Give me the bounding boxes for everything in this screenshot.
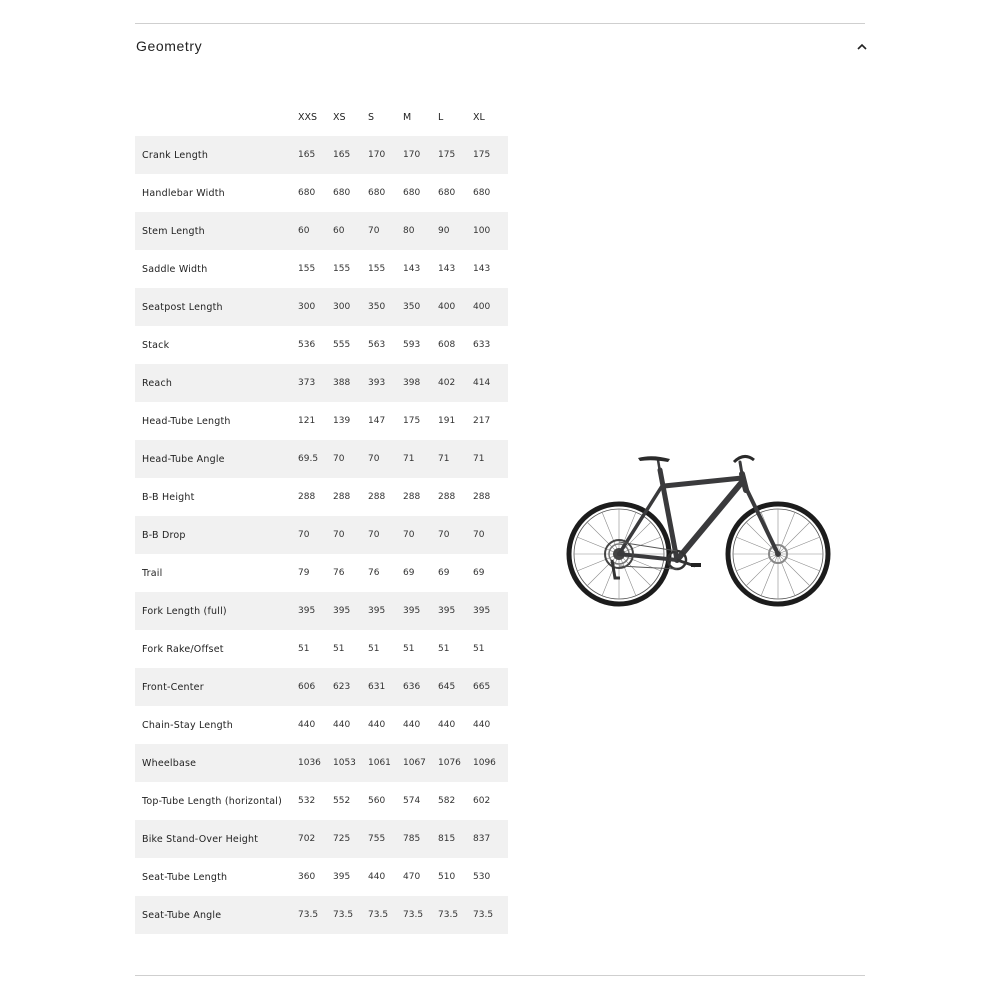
table-row <box>135 554 508 592</box>
cell-value: 71 <box>473 440 508 478</box>
cell-value: 288 <box>333 492 351 502</box>
cell-value: 680 <box>473 188 491 198</box>
cell-value: 170 <box>403 136 438 174</box>
table-row <box>135 858 508 896</box>
cell-value: 680 <box>333 188 351 198</box>
size-header-xs: XS <box>333 112 346 123</box>
row-label: Seat-Tube Length <box>142 871 228 883</box>
cell-value: 645 <box>438 668 473 706</box>
row-label: Front-Center <box>135 668 298 706</box>
cell-value: 680 <box>403 188 421 198</box>
cell-value: 71 <box>403 440 438 478</box>
cell-value: 70 <box>298 516 333 554</box>
cell-value: 143 <box>473 264 491 274</box>
table-row <box>135 174 508 212</box>
cell-value: 440 <box>368 720 386 730</box>
cell-value: 555 <box>333 340 351 350</box>
table-row <box>135 440 508 478</box>
cell-value: 175 <box>438 136 473 174</box>
cell-value: 395 <box>333 592 368 630</box>
cell-value: 400 <box>438 288 473 326</box>
cell-value: 393 <box>368 364 403 402</box>
cell-value: 395 <box>333 872 351 882</box>
cell-value: 70 <box>368 516 403 554</box>
cell-value: 395 <box>298 592 333 630</box>
cell-value: 440 <box>403 720 421 730</box>
cell-value: 785 <box>403 820 438 858</box>
cell-value: 530 <box>473 872 491 882</box>
cell-value: 300 <box>298 288 333 326</box>
table-row <box>135 326 508 364</box>
cell-value: 815 <box>438 820 473 858</box>
cell-value: 414 <box>473 364 508 402</box>
cell-value: 1053 <box>333 744 368 782</box>
cell-value: 70 <box>473 516 508 554</box>
row-label: B-B Drop <box>135 516 298 554</box>
cell-value: 51 <box>403 644 415 654</box>
row-label: Seat-Tube Angle <box>135 896 298 934</box>
cell-value: 563 <box>368 340 386 350</box>
cell-value: 51 <box>438 644 450 654</box>
table-row <box>135 516 508 554</box>
cell-value: 73.5 <box>298 896 333 934</box>
cell-value: 440 <box>298 720 316 730</box>
cell-value: 510 <box>438 872 456 882</box>
row-label: Reach <box>135 364 298 402</box>
cell-value: 73.5 <box>473 896 508 934</box>
cell-value: 837 <box>473 820 508 858</box>
table-row <box>135 250 508 288</box>
cell-value: 680 <box>298 188 316 198</box>
row-label: Stem Length <box>135 212 298 250</box>
table-row <box>135 592 508 630</box>
cell-value: 373 <box>298 364 333 402</box>
cell-value: 70 <box>403 516 438 554</box>
cell-value: 90 <box>438 212 473 250</box>
cell-value: 593 <box>403 340 421 350</box>
cell-value: 560 <box>368 796 386 806</box>
cell-value: 288 <box>403 492 421 502</box>
row-label: Fork Length (full) <box>135 592 298 630</box>
table-row <box>135 782 508 820</box>
cell-value: 70 <box>368 440 403 478</box>
table-row <box>135 136 508 174</box>
cell-value: 470 <box>403 872 421 882</box>
cell-value: 100 <box>473 212 508 250</box>
size-header-xl: XL <box>473 112 485 123</box>
cell-value: 288 <box>438 492 456 502</box>
cell-value: 155 <box>298 264 316 274</box>
cell-value: 395 <box>403 592 438 630</box>
cell-value: 395 <box>438 592 473 630</box>
cell-value: 155 <box>333 264 351 274</box>
bike-image <box>560 450 835 610</box>
cell-value: 440 <box>368 872 386 882</box>
cell-value: 602 <box>473 796 491 806</box>
cell-value: 552 <box>333 796 351 806</box>
cell-value: 139 <box>333 416 351 426</box>
cell-value: 398 <box>403 364 438 402</box>
cell-value: 191 <box>438 416 456 426</box>
cell-value: 51 <box>368 644 380 654</box>
cell-value: 350 <box>368 288 403 326</box>
cell-value: 69 <box>438 568 450 578</box>
cell-value: 633 <box>473 340 491 350</box>
table-row <box>135 364 508 402</box>
cell-value: 300 <box>333 288 368 326</box>
section-divider-top <box>135 23 865 24</box>
size-header-l: L <box>438 112 444 123</box>
cell-value: 175 <box>473 136 508 174</box>
section-title[interactable]: Geometry <box>136 38 203 54</box>
cell-value: 532 <box>298 796 316 806</box>
cell-value: 155 <box>368 264 386 274</box>
cell-value: 631 <box>368 668 403 706</box>
cell-value: 702 <box>298 820 333 858</box>
cell-value: 1076 <box>438 744 473 782</box>
cell-value: 51 <box>333 644 345 654</box>
table-row <box>135 706 508 744</box>
cell-value: 440 <box>473 720 491 730</box>
cell-value: 582 <box>438 796 456 806</box>
cell-value: 79 <box>298 568 310 578</box>
cell-value: 147 <box>368 416 386 426</box>
cell-value: 606 <box>298 668 333 706</box>
cell-value: 70 <box>438 516 473 554</box>
table-row <box>135 820 508 858</box>
cell-value: 665 <box>473 668 508 706</box>
cell-value: 1061 <box>368 744 403 782</box>
section-divider-bottom <box>135 975 865 976</box>
cell-value: 143 <box>403 264 421 274</box>
cell-value: 725 <box>333 820 368 858</box>
cell-value: 1067 <box>403 744 438 782</box>
table-row <box>135 402 508 440</box>
cell-value: 73.5 <box>333 896 368 934</box>
row-label: Top-Tube Length (horizontal) <box>142 795 283 807</box>
row-label: B-B Height <box>142 491 195 503</box>
geometry-table <box>135 99 508 934</box>
cell-value: 69.5 <box>298 440 333 478</box>
cell-value: 636 <box>403 668 438 706</box>
cell-value: 440 <box>333 720 351 730</box>
cell-value: 51 <box>473 644 485 654</box>
cell-value: 76 <box>368 568 380 578</box>
cell-value: 680 <box>368 188 386 198</box>
table-row <box>135 668 508 706</box>
row-label: Stack <box>142 339 170 351</box>
cell-value: 288 <box>368 492 386 502</box>
table-row <box>135 896 508 934</box>
cell-value: 217 <box>473 416 491 426</box>
row-label: Handlebar Width <box>142 187 225 199</box>
cell-value: 165 <box>298 136 333 174</box>
cell-value: 680 <box>438 188 456 198</box>
cell-value: 80 <box>403 212 438 250</box>
cell-value: 440 <box>438 720 456 730</box>
cell-value: 1096 <box>473 744 508 782</box>
size-header-xxs: XXS <box>298 112 318 123</box>
cell-value: 70 <box>333 440 368 478</box>
cell-value: 70 <box>368 212 403 250</box>
collapse-caret-icon[interactable] <box>855 40 869 54</box>
cell-value: 175 <box>403 416 421 426</box>
row-label: Head-Tube Length <box>142 415 231 427</box>
cell-value: 288 <box>298 492 316 502</box>
cell-value: 73.5 <box>403 896 438 934</box>
size-header-m: M <box>403 112 412 123</box>
row-label: Trail <box>142 567 163 579</box>
cell-value: 70 <box>333 516 368 554</box>
table-row <box>135 478 508 516</box>
cell-value: 60 <box>298 212 333 250</box>
cell-value: 755 <box>368 820 403 858</box>
cell-value: 143 <box>438 264 456 274</box>
cell-value: 536 <box>298 340 316 350</box>
table-row <box>135 212 508 250</box>
cell-value: 400 <box>473 288 508 326</box>
cell-value: 288 <box>473 492 491 502</box>
row-label: Chain-Stay Length <box>142 719 233 731</box>
cell-value: 69 <box>473 568 485 578</box>
cell-value: 388 <box>333 364 368 402</box>
cell-value: 395 <box>368 592 403 630</box>
cell-value: 76 <box>333 568 345 578</box>
row-label: Saddle Width <box>142 263 208 275</box>
cell-value: 170 <box>368 136 403 174</box>
size-header-s: S <box>368 112 375 123</box>
cell-value: 60 <box>333 212 368 250</box>
cell-value: 69 <box>403 568 415 578</box>
cell-value: 623 <box>333 668 368 706</box>
size-header-row <box>135 99 508 136</box>
cell-value: 608 <box>438 340 456 350</box>
cell-value: 73.5 <box>368 896 403 934</box>
table-row <box>135 288 508 326</box>
cell-value: 73.5 <box>438 896 473 934</box>
cell-value: 360 <box>298 872 316 882</box>
header-spacer <box>135 99 298 136</box>
table-row <box>135 630 508 668</box>
cell-value: 51 <box>298 644 310 654</box>
table-row <box>135 744 508 782</box>
cell-value: 71 <box>438 440 473 478</box>
row-label: Fork Rake/Offset <box>142 643 224 655</box>
cell-value: 574 <box>403 796 421 806</box>
cell-value: 350 <box>403 288 438 326</box>
cell-value: 165 <box>333 136 368 174</box>
cell-value: 1036 <box>298 744 333 782</box>
row-label: Wheelbase <box>135 744 298 782</box>
row-label: Crank Length <box>135 136 298 174</box>
cell-value: 402 <box>438 364 473 402</box>
cell-value: 121 <box>298 416 316 426</box>
row-label: Head-Tube Angle <box>135 440 298 478</box>
row-label: Seatpost Length <box>135 288 298 326</box>
row-label: Bike Stand-Over Height <box>135 820 298 858</box>
cell-value: 395 <box>473 592 508 630</box>
